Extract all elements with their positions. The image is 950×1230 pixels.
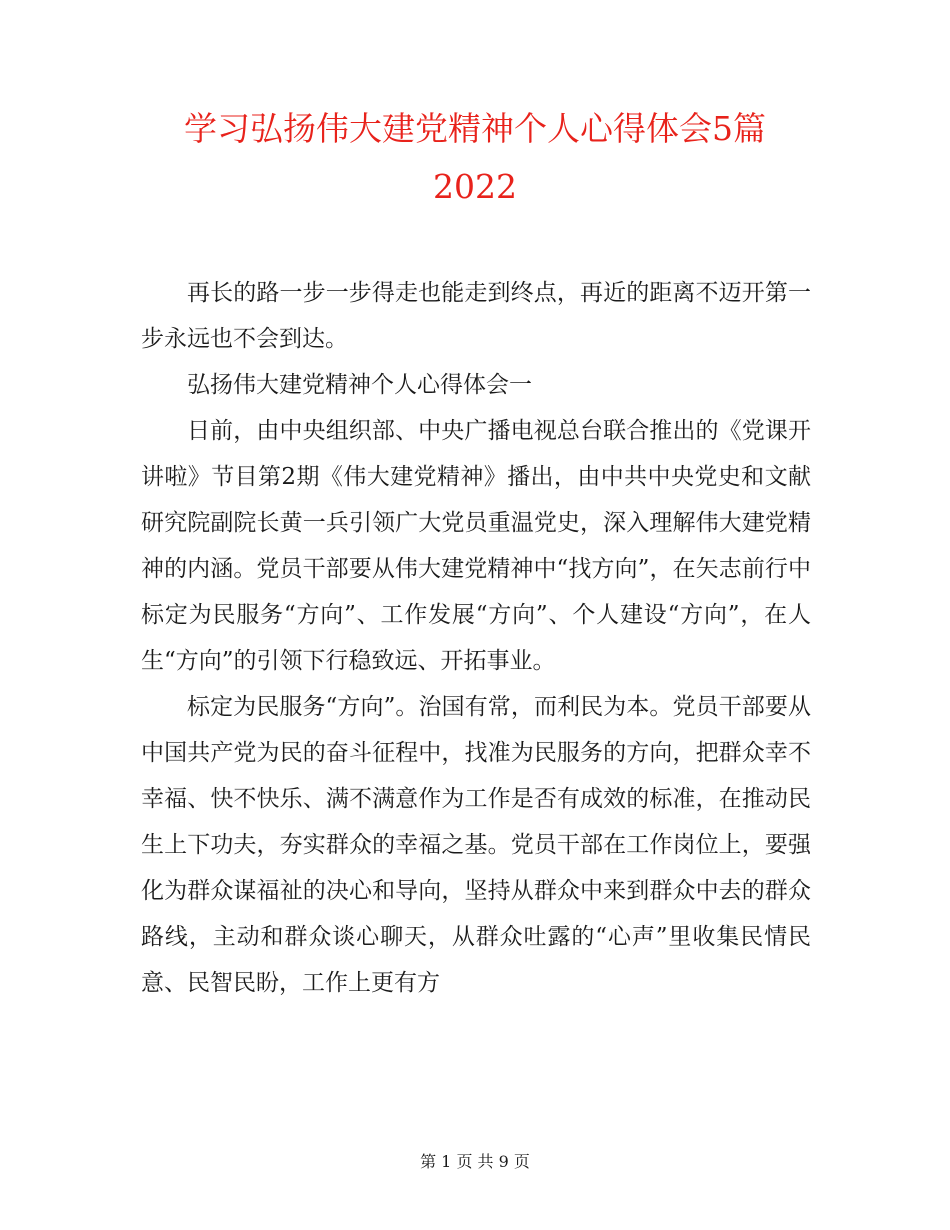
paragraph-intro: 再长的路一步一步得走也能走到终点，再近的距离不迈开第一步永远也不会到达。 [141, 280, 811, 352]
title-line-2: 2022 [433, 167, 517, 206]
page-footer: 第 1 页 共 9 页 [420, 1152, 530, 1171]
document-body [141, 270, 811, 1006]
paragraph: 标定为民服务“方向”。治国有常，而利民为本。党员干部要从中国共产党为民的奋斗征程中，找准为民服务的方向，把群众幸不幸福、快不快乐、满不满意作为工作是否有成效的标准，在推动民生上下功夫，夯实群众的幸福之基。党员干部在工作岗位上，要强化为群众谋福祉的决心和导向，坚持从群众中来到群众中去的群众路线，主动和群众谈心聊天，从群众吐露的“心声”里收集民情民意、民智民盼，工作上更有方 [141, 694, 811, 996]
title-line-1: 学习弘扬伟大建党精神个人心得体会5篇 [184, 109, 766, 148]
paragraph: 日前，由中央组织部、中央广播电视总台联合推出的《党课开讲啦》节目第2期《伟大建党精神》播出，由中共中央党史和文献研究院副院长黄一兵引领广大党员重温党史，深入理解伟大建党精神的内涵。党员干部要从伟大建党精神中“找方向”，在矢志前行中标定为民服务“方向”、工作发展“方向”、个人建设“方向”，在人生“方向”的引领下行稳致远、开拓事业。 [141, 418, 811, 674]
paragraph-section-heading: 弘扬伟大建党精神个人心得体会一 [187, 372, 532, 398]
document-title [120, 100, 830, 216]
